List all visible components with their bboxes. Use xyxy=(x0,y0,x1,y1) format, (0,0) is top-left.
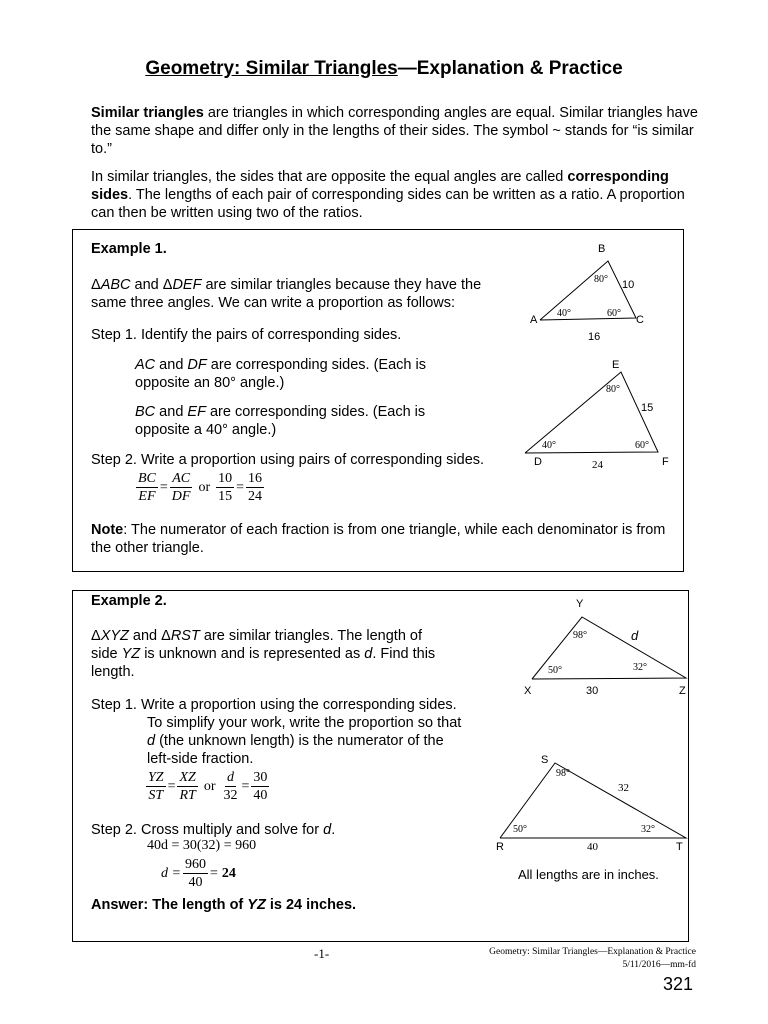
svg-text:50°: 50° xyxy=(513,824,527,835)
svg-text:40: 40 xyxy=(587,841,598,853)
svg-text:50°: 50° xyxy=(548,665,562,676)
example-1-step-1: Step 1. Identify the pairs of corresponding sides. xyxy=(91,327,402,343)
example-2-intro: ΔXYZ and ΔRST are similar triangles. The length of side YZ is unknown and is represented as d. Find this length. xyxy=(91,628,436,680)
svg-text:15: 15 xyxy=(641,402,654,414)
svg-text:80°: 80° xyxy=(594,274,608,285)
svg-text:32°: 32° xyxy=(633,662,647,673)
triangle-def xyxy=(525,359,669,471)
triangle-abc xyxy=(530,243,644,343)
units-note: All lengths are in inches. xyxy=(518,867,659,882)
example-2-step-1: Step 1. Write a proportion using the corresponding sides. xyxy=(91,697,457,713)
example-2-proportion: $\frac{YZ}{ST}$ = $\frac{XZ}{RT}$ or $\frac{d}{32}$ = $\frac{30}{40}$ xyxy=(148,770,268,803)
example-1-intro: ΔABC and ΔDEF are similar triangles because they have the same three angles. We can write a proportion as follows: xyxy=(91,277,482,311)
svg-text:T: T xyxy=(676,841,683,853)
svg-text:40°: 40° xyxy=(557,308,571,319)
svg-text:60°: 60° xyxy=(635,440,649,451)
footer-page-number: 321 xyxy=(662,974,693,994)
example-1-pair-1: AC and DF are corresponding sides. (Each is opposite an 80° angle.) xyxy=(135,357,426,391)
svg-text:E: E xyxy=(612,359,620,371)
svg-text:30: 30 xyxy=(586,685,599,697)
svg-text:80°: 80° xyxy=(606,384,620,395)
svg-text:32°: 32° xyxy=(641,824,655,835)
footer-date: 5/11/2016—mm-fd xyxy=(622,960,696,970)
svg-text:98°: 98° xyxy=(556,768,570,779)
svg-text:Z: Z xyxy=(679,685,686,697)
svg-text:D: D xyxy=(534,456,542,468)
example-2-step-1-line-3: d (the unknown length) is the numerator of the xyxy=(147,733,444,749)
svg-text:40°: 40° xyxy=(542,440,556,451)
example-1-step-2: Step 2. Write a proportion using pairs of corresponding sides. xyxy=(91,452,485,468)
svg-text:R: R xyxy=(496,841,504,853)
example-2-step-1-line-4: left-side fraction. xyxy=(147,751,254,767)
svg-text:32: 32 xyxy=(618,782,629,794)
svg-text:60°: 60° xyxy=(607,308,621,319)
page-title: Geometry: Similar Triangles—Explanation & Practice xyxy=(145,58,623,79)
example-1-pair-2: BC and EF are corresponding sides. (Each is opposite a 40° angle.) xyxy=(135,404,426,438)
svg-text:10: 10 xyxy=(622,279,635,291)
triangle-rst xyxy=(496,754,686,853)
example-2-diagrams xyxy=(490,592,690,857)
svg-text:X: X xyxy=(524,685,532,697)
svg-text:F: F xyxy=(662,456,669,468)
footer-doc-title: Geometry: Similar Triangles—Explanation & Practice xyxy=(489,947,696,957)
svg-text:16: 16 xyxy=(588,331,601,343)
example-2-heading: Example 2. xyxy=(91,593,167,609)
svg-text:B: B xyxy=(598,243,606,255)
svg-text:S: S xyxy=(541,754,549,766)
example-1-heading: Example 1. xyxy=(91,241,167,257)
example-1-proportion: $\frac{BC}{EF}$ = $\frac{AC}{DF}$ or $\frac{10}{15}$ = $\frac{16}{24}$ xyxy=(138,471,263,504)
intro-paragraph-2: In similar triangles, the sides that are opposite the equal angles are called corresponding sides. The lengths of each pair of corresponding sides can be written as a ratio. A proportion can then be written using two of the ratios. xyxy=(91,169,685,221)
example-2-step-2: Step 2. Cross multiply and solve for d. xyxy=(91,822,336,838)
example-1-diagrams xyxy=(500,236,680,476)
svg-text:Y: Y xyxy=(576,598,584,610)
svg-text:24: 24 xyxy=(592,459,603,471)
svg-text:d: d xyxy=(631,628,639,643)
example-2-step-1-line-2: To simplify your work, write the proportion so that xyxy=(147,715,462,731)
svg-text:A: A xyxy=(530,314,538,326)
svg-text:C: C xyxy=(636,314,644,326)
triangle-xyz xyxy=(524,598,686,697)
svg-text:98°: 98° xyxy=(573,630,587,641)
footer-page-label: -1- xyxy=(314,946,330,961)
example-2-solution: d = $\frac{960}{40}$ = 24 xyxy=(161,857,236,890)
example-2-answer: Answer: The length of YZ is 24 inches. xyxy=(91,897,357,913)
example-1-note: Note: The numerator of each fraction is from one triangle, while each denominator is from the other triangle. xyxy=(91,522,666,556)
example-2-cross-multiply: 40d = 30(32) = 960 xyxy=(147,838,257,853)
intro-paragraph-1: Similar triangles are triangles in which corresponding angles are equal. Similar triangles have the same shape and differ only in the lengths of their sides. The symbol ~ stands for “is similar to.” xyxy=(91,105,698,157)
